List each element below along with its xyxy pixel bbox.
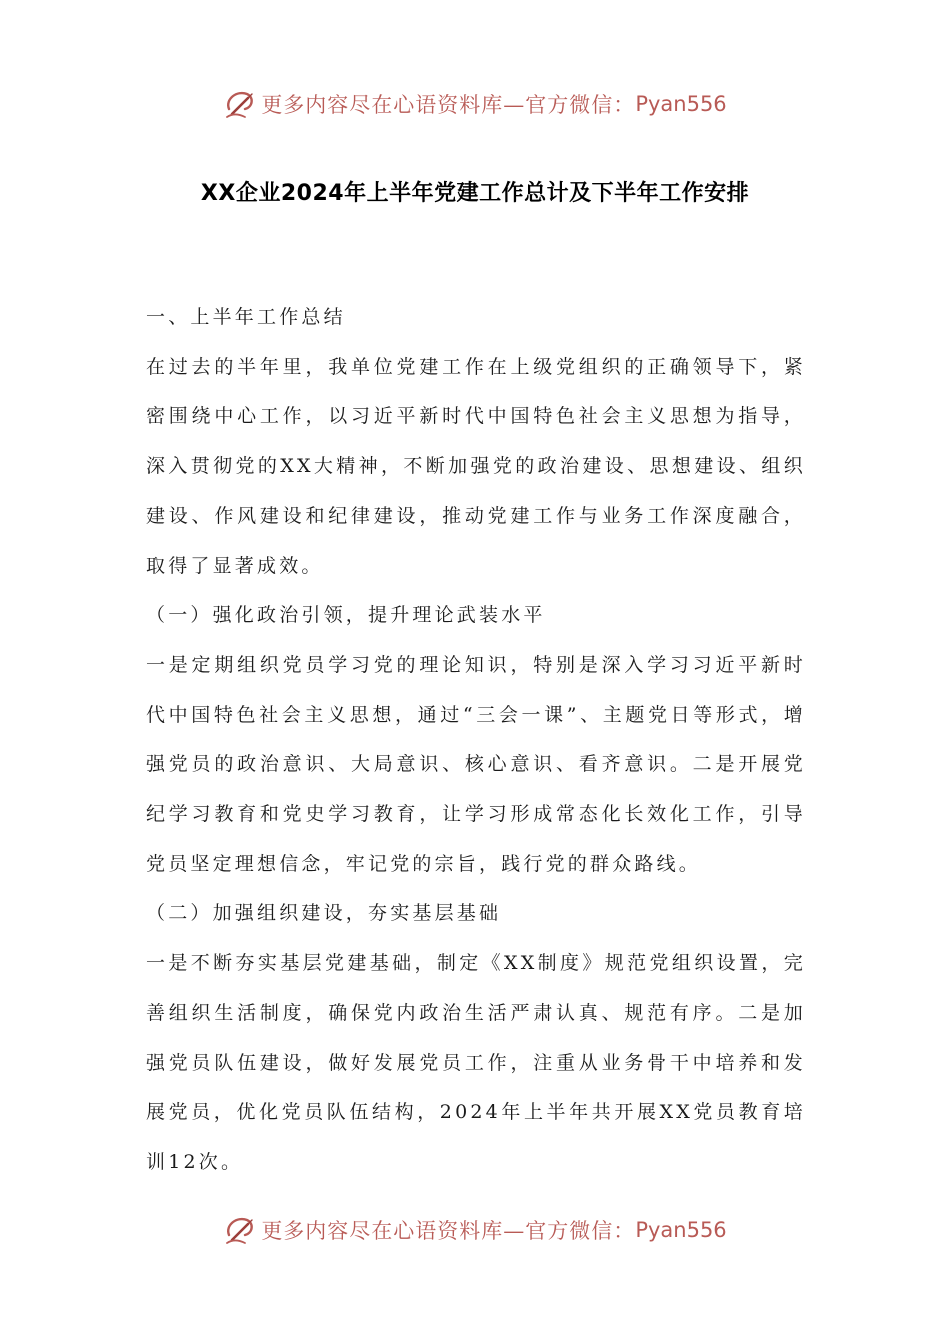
- document-title: XX企业2024年上半年党建工作总计及下半年工作安排: [200, 181, 750, 206]
- watermark-text: 更多内容尽在心语资料库—官方微信：: [261, 1219, 636, 1243]
- body-paragraph: 一是不断夯实基层党建基础，制定《XX制度》规范党组织设置，完善组织生活制度，确保党内政治生活严肃认真、规范有序。二是加强党员队伍建设，做好发展党员工作，注重从业务骨干中培养和发展党员，优化党员队伍结构，2024年上半年共开展XX党员教育培训12次。: [146, 952, 806, 1173]
- section-heading: 一、上半年工作总结: [146, 306, 346, 328]
- watermark-wechat-id: Pyan556: [635, 92, 727, 116]
- body-paragraph: 在过去的半年里，我单位党建工作在上级党组织的正确领导下，紧密围绕中心工作，以习近平新时代中国特色社会主义思想为指导，深入贯彻党的XX大精神，不断加强党的政治建设、思想建设、组织建设、作风建设和纪律建设，推动党建工作与业务工作深度融合，取得了显著成效。: [146, 355, 806, 577]
- subsection-heading: （二）加强组织建设，夯实基层基础: [146, 902, 502, 925]
- watermark-footer: [0, 1210, 950, 1250]
- watermark-text: 更多内容尽在心语资料库—官方微信：: [261, 93, 636, 117]
- watermark-header: [0, 84, 950, 124]
- pen-swirl-logo-icon: [223, 1213, 257, 1247]
- body-paragraph: 一是定期组织党员学习党的理论知识，特别是深入学习习近平新时代中国特色社会主义思想，通过“三会一课”、主题党日等形式，增强党员的政治意识、大局意识、核心意识、看齐意识。二是开展党纪学习教育和党史学习教育，让学习形成常态化长效化工作，引导党员坚定理想信念，牢记党的宗旨，践行党的群众路线。: [146, 653, 806, 875]
- watermark-wechat-id: Pyan556: [635, 1218, 727, 1242]
- pen-swirl-logo-icon: [223, 87, 257, 121]
- subsection-heading: （一）强化政治引领，提升理论武装水平: [146, 604, 546, 627]
- document-body: [146, 293, 806, 1188]
